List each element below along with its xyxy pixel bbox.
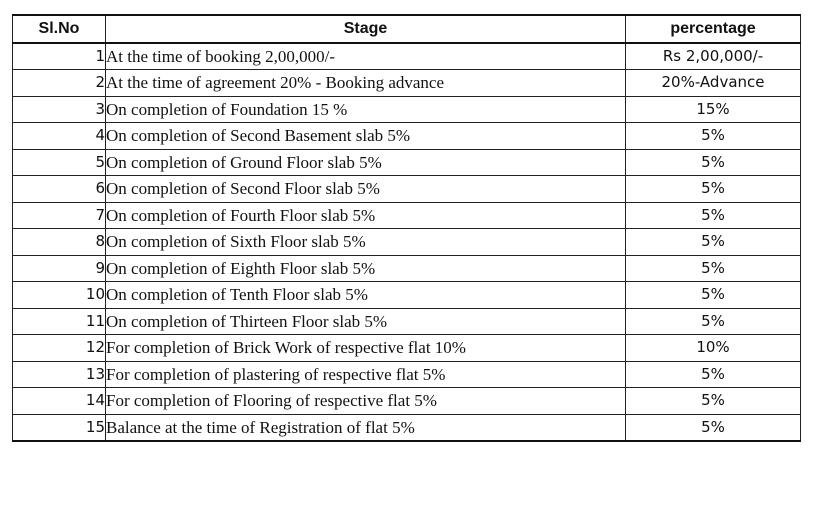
row-percentage: 5% bbox=[626, 361, 801, 388]
table-row bbox=[13, 149, 801, 176]
row-percentage: 5% bbox=[626, 282, 801, 309]
row-percentage: 5% bbox=[626, 202, 801, 229]
table-row bbox=[13, 123, 801, 150]
header-percentage: percentage bbox=[626, 15, 801, 43]
table-row bbox=[13, 176, 801, 203]
row-stage: At the time of agreement 20% - Booking advance bbox=[106, 70, 626, 97]
row-sl-no: 1 bbox=[13, 43, 106, 70]
row-stage: On completion of Eighth Floor slab 5% bbox=[106, 255, 626, 282]
row-stage: For completion of Brick Work of respective flat 10% bbox=[106, 335, 626, 362]
row-percentage: 5% bbox=[626, 255, 801, 282]
table-row bbox=[13, 388, 801, 415]
row-stage: On completion of Foundation 15 % bbox=[106, 96, 626, 123]
row-percentage: 20%-Advance bbox=[626, 70, 801, 97]
row-sl-no: 7 bbox=[13, 202, 106, 229]
payment-schedule-table bbox=[12, 14, 801, 442]
row-sl-no: 10 bbox=[13, 282, 106, 309]
row-percentage: 5% bbox=[626, 123, 801, 150]
row-percentage: 5% bbox=[626, 414, 801, 441]
row-stage: On completion of Second Floor slab 5% bbox=[106, 176, 626, 203]
table-row bbox=[13, 282, 801, 309]
table-row bbox=[13, 229, 801, 256]
row-stage: For completion of plastering of respective flat 5% bbox=[106, 361, 626, 388]
table-row bbox=[13, 255, 801, 282]
row-percentage: 5% bbox=[626, 149, 801, 176]
row-percentage: 5% bbox=[626, 308, 801, 335]
row-percentage: 15% bbox=[626, 96, 801, 123]
row-sl-no: 6 bbox=[13, 176, 106, 203]
row-stage: On completion of Fourth Floor slab 5% bbox=[106, 202, 626, 229]
table-row bbox=[13, 414, 801, 441]
row-percentage: 10% bbox=[626, 335, 801, 362]
table-row bbox=[13, 43, 801, 70]
row-stage: Balance at the time of Registration of flat 5% bbox=[106, 414, 626, 441]
table-row bbox=[13, 96, 801, 123]
row-sl-no: 15 bbox=[13, 414, 106, 441]
row-percentage: 5% bbox=[626, 176, 801, 203]
row-stage: At the time of booking 2,00,000/- bbox=[106, 43, 626, 70]
row-sl-no: 12 bbox=[13, 335, 106, 362]
row-stage: For completion of Flooring of respective flat 5% bbox=[106, 388, 626, 415]
row-stage: On completion of Thirteen Floor slab 5% bbox=[106, 308, 626, 335]
table-row bbox=[13, 361, 801, 388]
header-row bbox=[13, 15, 801, 43]
row-percentage: Rs 2,00,000/- bbox=[626, 43, 801, 70]
header-stage: Stage bbox=[106, 15, 626, 43]
row-stage: On completion of Tenth Floor slab 5% bbox=[106, 282, 626, 309]
row-sl-no: 4 bbox=[13, 123, 106, 150]
row-sl-no: 14 bbox=[13, 388, 106, 415]
table-row bbox=[13, 70, 801, 97]
row-sl-no: 5 bbox=[13, 149, 106, 176]
table-row bbox=[13, 308, 801, 335]
header-sl-no: Sl.No bbox=[13, 15, 106, 43]
row-stage: On completion of Ground Floor slab 5% bbox=[106, 149, 626, 176]
row-stage: On completion of Sixth Floor slab 5% bbox=[106, 229, 626, 256]
row-sl-no: 3 bbox=[13, 96, 106, 123]
row-sl-no: 2 bbox=[13, 70, 106, 97]
row-sl-no: 11 bbox=[13, 308, 106, 335]
row-percentage: 5% bbox=[626, 388, 801, 415]
row-sl-no: 9 bbox=[13, 255, 106, 282]
row-percentage: 5% bbox=[626, 229, 801, 256]
row-sl-no: 8 bbox=[13, 229, 106, 256]
row-sl-no: 13 bbox=[13, 361, 106, 388]
table-row bbox=[13, 202, 801, 229]
row-stage: On completion of Second Basement slab 5% bbox=[106, 123, 626, 150]
table-row bbox=[13, 335, 801, 362]
